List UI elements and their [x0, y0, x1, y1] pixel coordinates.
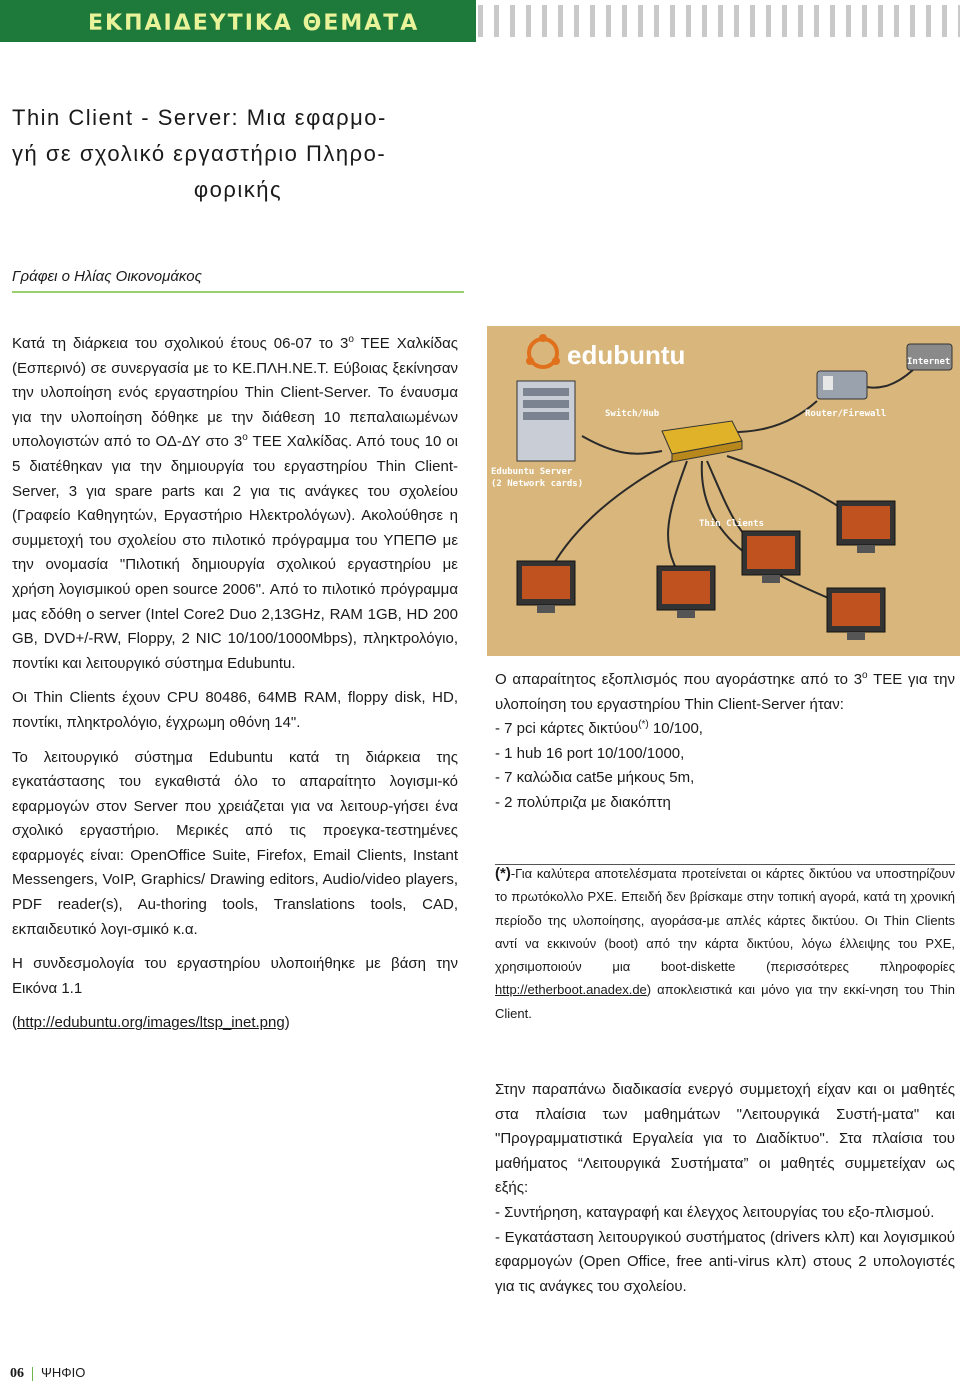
thin-client-monitor-icon: [657, 566, 715, 618]
right-paragraph-4: - Εγκατάσταση λειτουργικού συστήματος (drivers κλπ) και λογισμικού εφαρμογών (Open Office, free anti-virus κλπ) στους 2 υπολογιστές για τις ανάγκες του σχολείου.: [495, 1228, 955, 1295]
network-diagram-figure: [487, 326, 960, 656]
cable-server-switch: [582, 436, 662, 454]
section-title: ΕΚΠΑΙΔΕΥΤΙΚΑ ΘΕΜΑΤΑ: [88, 11, 420, 36]
equipment-intro: Ο απαραίτητος εξοπλισμός που αγοράστηκε από το $3^o$ ΤΕΕ για την υλοποίηση του εργαστηρίου Thin Client-Server ήταν:: [495, 670, 955, 713]
footer-separator: [32, 1367, 33, 1381]
server-tower-icon: [491, 381, 583, 489]
label-router: Router/Firewall: [805, 409, 887, 419]
page-header: [0, 0, 960, 42]
header-band: [0, 0, 476, 42]
thin-client-monitor-icon: [827, 588, 885, 640]
list-item: - 1 hub 16 port 10/100/1000,: [495, 744, 685, 762]
logo-text: edubuntu: [567, 340, 686, 370]
thin-client-monitor-icon: [742, 531, 800, 583]
right-paragraph-3: - Συντήρηση, καταγραφή και έλεγχος λειτουργίας του εξο-πλισμού.: [495, 1203, 935, 1221]
list-item: - 7 καλώδια cat5e μήκους 5m,: [495, 769, 695, 787]
network-diagram: [487, 326, 960, 656]
byline-divider: [12, 291, 464, 293]
byline: Γράφει ο Ηλίας Οικονομάκος: [12, 268, 202, 285]
footnote: [495, 862, 955, 1025]
label-thin-clients: Thin Clients: [699, 519, 765, 529]
article-title-line-1: Thin Client - Server: Μια εφαρμο-: [12, 105, 387, 130]
thin-client-monitor-icon: [837, 501, 895, 553]
equipment-section: [495, 668, 955, 816]
label-server-1: Edubuntu Server: [491, 467, 573, 477]
page-footer: [10, 1365, 85, 1383]
left-paragraph-5: (http://edubuntu.org/images/ltsp_inet.png): [12, 1014, 290, 1032]
left-paragraph-4: Η συνδεσμολογία του εργαστηρίου υλοποιήθηκε με βάση την Εικόνα 1.1: [12, 955, 458, 997]
label-switch: Switch/Hub: [605, 409, 660, 419]
logo-dot-icon: [539, 334, 547, 342]
list-item: - 2 πολύπριζα με διακόπτη: [495, 793, 671, 811]
edubuntu-image-link[interactable]: http://edubuntu.org/images/ltsp_inet.png: [17, 1014, 285, 1032]
label-internet: Internet: [907, 357, 951, 367]
equipment-list: [495, 717, 955, 815]
etherboot-link[interactable]: http://etherboot.anadex.de: [495, 982, 647, 998]
footnote-mark: (*): [495, 865, 511, 882]
left-paragraph-2: Οι Thin Clients έχουν CPU 80486, 64MB RAM, floppy disk, HD, ποντίκι, πληκτρολόγιο, έγχρωμη οθόνη 14".: [12, 689, 458, 731]
switch-hub-icon: [605, 408, 742, 462]
thin-client-monitor-icon: [517, 561, 575, 613]
label-server-2: (2 Network cards): [491, 479, 584, 489]
article-title-line-2: γή σε σχολικό εργαστήριο Πληρο-: [12, 141, 387, 166]
left-paragraph-1: Κατά τη διάρκεια του σχολικού έτους 06-07 το $3^o$ ΤΕΕ Χαλκίδας (Εσπερινό) σε συνεργασία με το ΚΕ.ΠΛΗ.ΝΕ.Τ. Εύβοιας ξεκίνησαν την υλοποίηση ενός εργαστηρίου Thin Client-Server. Το έναυσμα για την υλοποίηση δόθηκε με την διάθεση 10 πεπαλαιωμένων υπολογιστών από το ΟΔ-ΔΥ στο $3^o$ ΤΕΕ Χαλκίδας. Από τους 10 οι 5 διατέθηκαν για την δημιουργία του εργαστηρίου Thin Client-Server, 3 για spare parts και 2 για τις ανάγκες του σχολείου (Γραφείο Καθηγητών, Εργαστήριο Ηλεκτρολόγων). Ακολούθησε η συμμετοχή του σχολείου στο πιλοτικό πρόγραμμα του ΥΠΕΠΘ με την ονομασία "Πιλοτική δημιουργία σχολικού εργαστηρίου με χρήση λογισμικού open source 2006". Από το πιλοτικό πρόγραμμα μας εδόθη ο server (Intel Core2 Duo 2,13GHz, RAM 1GB, HD 200 GB, DVD+/-RW, Floppy, 2 NIC 10/100/1000Mbps), πληκτρολόγιο, ποντίκι και λειτουργικό σύστημα Edubuntu.: [12, 334, 458, 672]
header-barcode-pattern: [478, 5, 960, 37]
students-section: [495, 1078, 955, 1299]
internet-modem-icon: [907, 344, 952, 370]
magazine-name: ΨΗΦΙΟ: [41, 1365, 86, 1380]
article-title-line-3: φορικής: [193, 177, 283, 202]
edubuntu-logo: [526, 334, 685, 370]
left-column: [12, 332, 458, 1046]
page-number: 06: [10, 1366, 24, 1381]
article-title: [12, 100, 464, 208]
right-paragraph-2: Στην παραπάνω διαδικασία ενεργό συμμετοχή είχαν και οι μαθητές στα πλαίσια των μαθημάτων "Λειτουργικά Συστή-ματα" και "Προγραμματιστικά Εργαλεία για το Διαδίκτυο". Στα πλαίσια του μαθήματος “Λειτουργικά Συστήματα” οι μαθητές συμμετείχαν ως εξής:: [495, 1081, 955, 1197]
footnote-text: (*)-Για καλύτερα αποτελέσματα προτείνεται οι κάρτες δικτύου να υποστηρίζουν το πρωτόκολλο PXE. Επειδή δεν βρίσκαμε στην τοπική αγορά, κατά τη χρονική περίοδο της υλοποίησης, αγοράσα-με απλές κάρτες δικτύου. Οι Thin Clients αντί να εκκινούν (boot) από την κάρτα δικτύου, λόγω έλλειψης του PXE, χρησιμοποιούν μια boot-diskette (περισσότερες πληροφορίες http://etherboot.anadex.de) αποκλειστικά και μόνο για την εκκί-νηση του Thin Client.: [495, 865, 955, 1021]
left-paragraph-3: Το λειτουργικό σύστημα Edubuntu κατά τη διάρκεια της εγκατάστασης του εγκαθιστά όλο το απαραίτητο λογισμι-κό εφαρμογών στον Server που χρειάζεται για να λειτουρ-γήσει ένα σχολικό εργαστήριο. Μερικές από τις προεγκα-τεστημένες εφαρμογές είναι: OpenOffice Suite, Firefox, Email Clients, Instant Messengers, VoIP, Graphics/ Drawing editors, Audio/video players, PDF reader(s), Au-thoring tools, Translations tools, CAD, εκπαιδευτικό λογι-σμικό κ.α.: [12, 748, 458, 938]
list-item: - 7 pci κάρτες δικτύου(*) 10/100,: [495, 719, 703, 738]
router-icon: [805, 371, 886, 419]
